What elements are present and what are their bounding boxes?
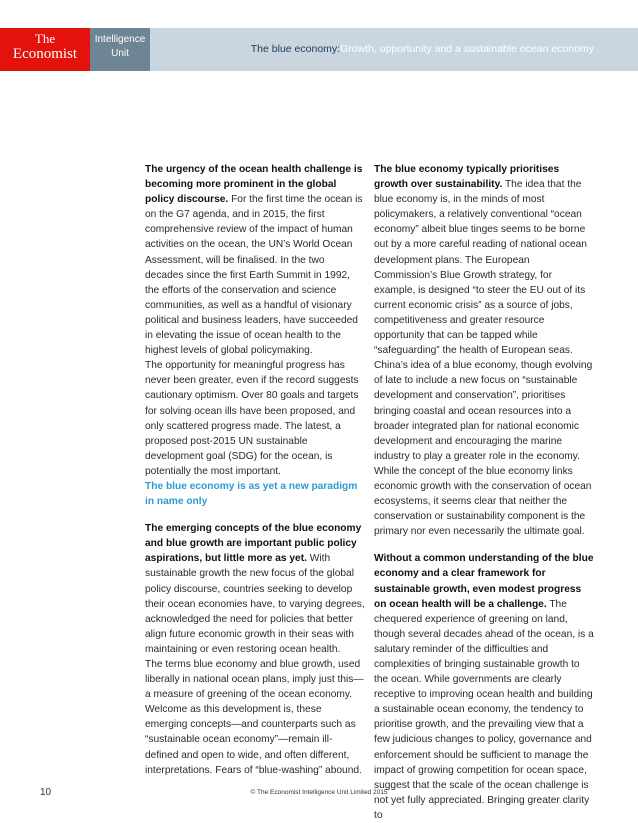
body-text: With sustainable growth the new focus of the global policy discourse, countries seeking to develop their ocean economies have, to varying degrees, acknowledged the need for policies that better align future economic growth in their seas with maintaining or even restoring ocean health. xyxy=(145,553,365,655)
report-title-main: The blue economy: xyxy=(250,43,341,55)
eiu-line-1: Intelligence xyxy=(94,34,146,45)
body-text: The idea that the blue economy is, in the minds of most policymakers, a relatively conventional “ocean economy” albeit blue tinges seems to be borne out by a more careful reading of national ocean development plans. The European Commission’s Blue Growth strategy, for example, is designed “to steer the EU out of its current economic crisis” as a source of jobs, competitiveness and greater resource opportunity that can be tapped while “safeguarding” the health of European seas. xyxy=(374,179,587,357)
logo-line-1: The xyxy=(34,31,56,46)
paragraph xyxy=(374,551,594,823)
eiu-logo xyxy=(90,28,150,71)
paragraph xyxy=(374,162,594,358)
report-title-sub: Growth, opportunity and a sustainable ocean economy xyxy=(340,43,594,55)
paragraph xyxy=(145,521,365,657)
paragraph: China’s idea of a blue economy, though evolving of late to include a new focus on “sustainable development and conservation”, prioritises bringing coastal and ocean resources into a broader integrated plan for national economic development and encouraging the marine industry to play a greater role in the economy. xyxy=(374,360,593,462)
lead-sentence: The blue economy typically prioritises growth over sustainability. xyxy=(374,164,560,191)
lead-sentence: The emerging concepts of the blue economy and blue growth are important public policy aspirations, but little more as yet. xyxy=(145,523,362,565)
lead-sentence: The urgency of the ocean health challenge is becoming more prominent in the global policy discourse. xyxy=(145,164,363,206)
economist-logo xyxy=(0,28,90,71)
left-column xyxy=(145,162,365,778)
paragraph: The terms blue economy and blue growth, used liberally in national ocean plans, imply just this—a measure of greening of the ocean economy. Welcome as this development is, these emerging concepts—and counterparts such as “sustainable ocean economy”—remain ill-defined and open to wide, and often different, interpretations. Fears of “blue-washing” abound. xyxy=(145,659,364,776)
paragraph: While the concept of the blue economy links economic growth with the conservation of ocean ecosystems, it seems clear that neither the conservation or sustainability component is the primary nor even necessarily the ultimate goal. xyxy=(374,465,592,538)
section-subheading: The blue economy is as yet a new paradigm in name only xyxy=(145,480,358,508)
paragraph: The opportunity for meaningful progress has never been greater, even if the record suggests cautionary optimism. Over 80 goals and targets for solving ocean ills have been proposed, and only scattered progress made. The latest, a proposed post-2015 UN sustainable development goal (SDG) for the ocean, is potentially the most important. xyxy=(145,360,359,477)
body-text: The chequered experience of greening on land, though several decades ahead of the ocean, is a salutary reminder of the difficulties and complexities of bringing sustainable growth to the ocean. While governments are clearly receptive to improving ocean health and building a sustainable ocean economy, the tendency to prioritise growth, and the prevailing view that a few judicious changes to policy, governance and enforcement should be sufficient to manage the impact of growing competition for ocean space, suggest that the scale of the ocean challenge is not yet fully appreciated. Bringing greater clarity to xyxy=(374,598,594,821)
paragraph xyxy=(145,162,365,358)
report-title xyxy=(251,43,594,56)
copyright-notice: © The Economist Intelligence Unit Limited 2015 xyxy=(250,789,388,796)
page-header xyxy=(0,28,638,71)
right-column xyxy=(374,162,594,823)
lead-sentence: Without a common understanding of the blue economy and a clear framework for sustainable growth, even modest progress on ocean health will be a challenge. xyxy=(374,553,594,610)
eiu-line-2: Unit xyxy=(111,48,129,59)
logo-line-2: Economist xyxy=(12,46,78,62)
page-number: 10 xyxy=(40,787,52,798)
body-text: For the first time the ocean is on the G7 agenda, and in 2015, the first comprehensive review of the impact of human activities on the ocean, the UN’s World Ocean Assessment, will be finalised. In the two decades since the first Earth Summit in 1992, the efforts of the conservation and science communities, as well as a handful of visionary political and business leaders, have succeeded in elevating the issue of ocean health to the highest levels of global policymaking. xyxy=(145,194,363,357)
